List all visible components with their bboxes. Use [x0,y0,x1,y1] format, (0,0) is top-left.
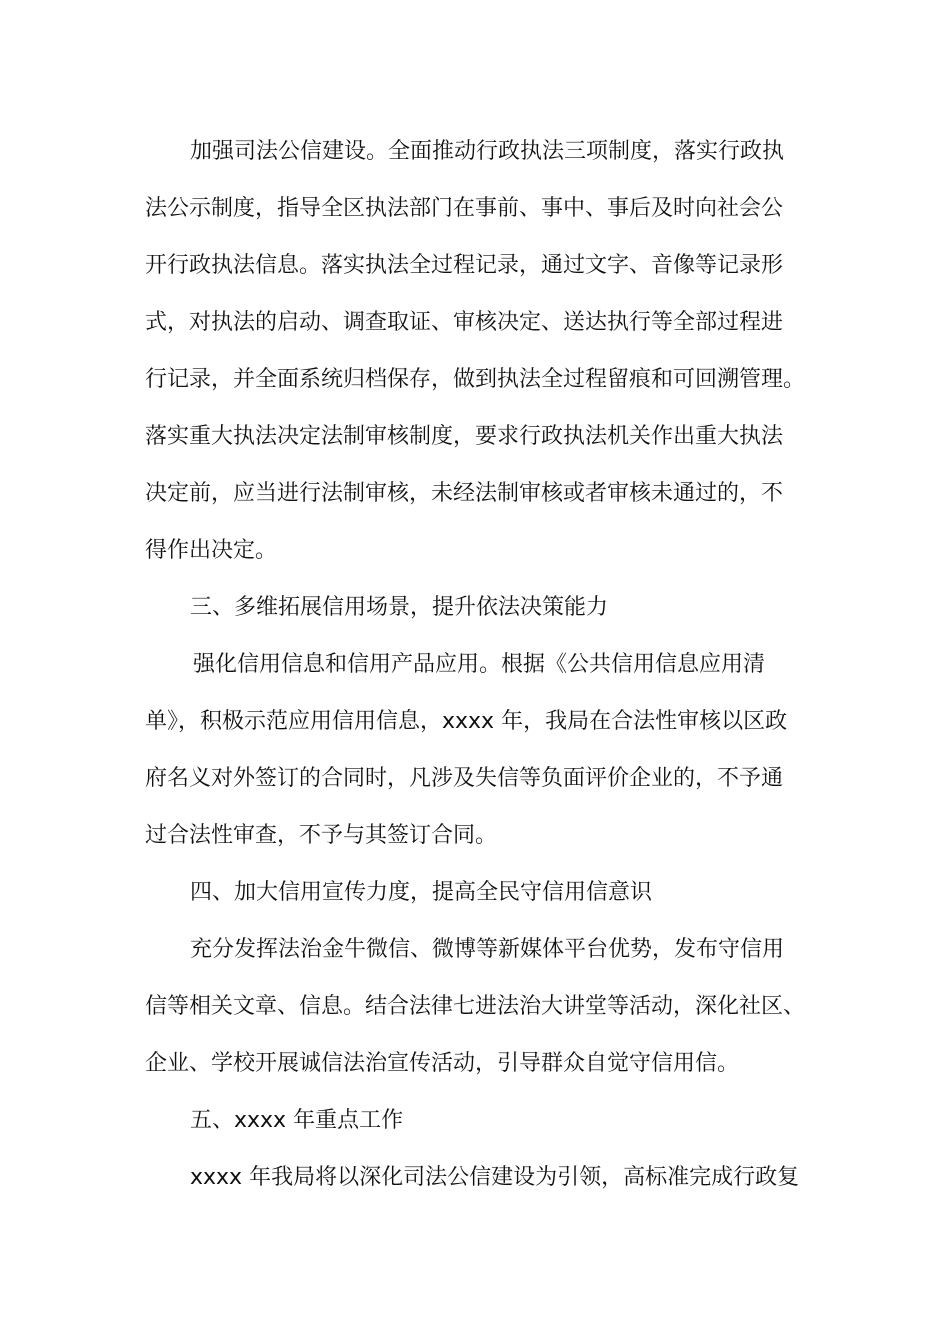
section-heading-three: 三、多维拓展信用场景，提升依法决策能力 [190,595,609,620]
paragraph-judicial-credibility-line-2: 法公示制度，指导全区执法部门在事前、事中、事后及时向社会公 [145,196,784,221]
section-heading-four: 四、加大信用宣传力度，提高全民守信用信意识 [190,880,653,905]
paragraph-credit-publicity-line-1: 充分发挥法治金牛微信、微博等新媒体平台优势，发布守信用 [190,937,785,962]
paragraph-judicial-credibility-line-1: 加强司法公信建设。全面推动行政执法三项制度，落实行政执 [190,139,785,164]
paragraph-key-work-line-1: xxxx 年我局将以深化司法公信建设为引领，高标准完成行政复 [190,1165,800,1190]
paragraph-judicial-credibility-line-7: 决定前，应当进行法制审核，未经法制审核或者审核未通过的，不 [145,481,784,506]
paragraph-credit-application-line-3: 府名义对外签订的合同时，凡涉及失信等负面评价企业的，不予通 [145,766,784,791]
paragraph-credit-application-line-4: 过合法性审查，不予与其签订合同。 [145,823,498,848]
paragraph-credit-application-line-1: 强化信用信息和信用产品应用。根据《公共信用信息应用清 [193,652,766,677]
section-heading-five: 五、xxxx 年重点工作 [190,1108,404,1133]
paragraph-judicial-credibility-line-8: 得作出决定。 [145,538,278,563]
paragraph-judicial-credibility-line-4: 式，对执法的启动、调查取证、审核决定、送达执行等全部过程进 [145,310,784,335]
paragraph-credit-application-line-2: 单》，积极示范应用信用信息，xxxx 年，我局在合法性审核以区政 [145,709,788,734]
paragraph-judicial-credibility-line-5: 行记录，并全面系统归档保存，做到执法全过程留痕和可回溯管理。 [145,367,806,392]
paragraph-judicial-credibility-line-3: 开行政执法信息。落实执法全过程记录，通过文字、音像等记录形 [145,253,784,278]
paragraph-credit-publicity-line-3: 企业、学校开展诚信法治宣传活动，引导群众自觉守信用信。 [145,1051,740,1076]
paragraph-credit-publicity-line-2: 信等相关文章、信息。结合法律七进法治大讲堂等活动，深化社区、 [145,994,806,1019]
paragraph-judicial-credibility-line-6: 落实重大执法决定法制审核制度，要求行政执法机关作出重大执法 [145,424,784,449]
